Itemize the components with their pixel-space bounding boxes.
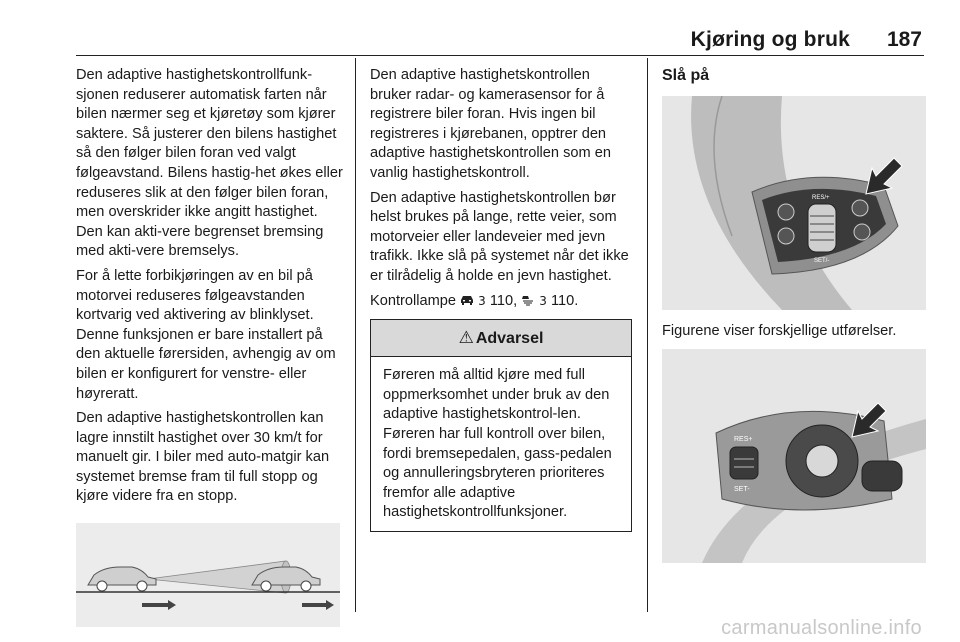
distance-lamp-icon bbox=[521, 294, 535, 306]
warning-box bbox=[370, 319, 632, 532]
page-number: 187 bbox=[886, 28, 922, 51]
steering-wheel-illustration-2 bbox=[662, 349, 926, 563]
column-divider bbox=[355, 58, 356, 612]
page-header bbox=[0, 28, 960, 58]
column-divider bbox=[647, 58, 648, 612]
section-heading: Slå på bbox=[662, 67, 710, 84]
column-1 bbox=[76, 66, 344, 627]
res-label: RES/+ bbox=[812, 194, 830, 201]
column-2 bbox=[370, 66, 632, 532]
paragraph: Den adaptive hastighetskontrollen kan lagre innstilt hastighet over 30 km/t for manuelt gir. I biler med auto-matgir kan systemet bremse fram til full stopp og kjøre videre fra en stopp. bbox=[76, 410, 330, 505]
column-3 bbox=[662, 66, 926, 563]
set-label: SET- bbox=[734, 486, 750, 494]
set-label: SET/- bbox=[814, 257, 830, 264]
warning-header bbox=[371, 320, 631, 357]
control-lamp-reference: Kontrollampe 3 110, 3 110. bbox=[370, 292, 579, 309]
warning-title: Advarsel bbox=[475, 330, 544, 348]
page-ref-arrow: 3 bbox=[539, 293, 547, 308]
warning-text: Føreren må alltid kjøre med full oppmerksomhet under bruk av den adaptive hastighetskontrol-len. Føreren har full kontroll over bilen, fordi bremsepedalen, gass-pedalen og annulleringsbryteren prioriteres fremfor alle adaptive hastighetskontrollfunksjoner. bbox=[383, 367, 612, 521]
chapter-title: Kjøring og bruk bbox=[690, 28, 850, 51]
page-ref-arrow: 3 bbox=[478, 293, 486, 308]
res-label: RES+ bbox=[734, 436, 753, 444]
paragraph: For å lette forbikjøringen av en bil på motorvei reduseres følgeavstanden kortvarig ved aktivering av blinklyset. Denne funksjonen er bare installert på den aktuelle førersiden, avhengig av om bilen er konfigurert for venstre- eller høyreratt. bbox=[76, 267, 336, 402]
paragraph: Den adaptive hastighetskontrollfunk-sjonen reduserer automatisk farten når bilen nærmer seg et kjøretøy som kjører saktere. Så justerer den bilens hastighet så den følger bilen foran ved valgt følgeavstand. Bilens hastig-het økes eller reduseres slik at den følger bilen foran, men overskrider ikke angitt hastighet. Den kan akti-vere begrenset bremsing med akti-vere bremselys. bbox=[76, 67, 343, 260]
warning-triangle-icon: ⚠ bbox=[458, 328, 474, 348]
watermark: carmanualsonline.info bbox=[721, 617, 922, 639]
car-lamp-icon bbox=[460, 294, 474, 306]
paragraph: Den adaptive hastighetskontrollen bruker radar- og kamerasensor for å registrere biler foran. Hvis ingen bil registreres i kjørebanen, opptrer den adaptive hastighetskontrollen som en vanlig hastighetskontroll. bbox=[370, 67, 611, 181]
figure-caption: Figurene viser forskjellige utførelser. bbox=[662, 322, 897, 339]
steering-wheel-illustration-1 bbox=[662, 96, 926, 310]
paragraph: Den adaptive hastighetskontrollen bør helst brukes på lange, rette veier, som motorveier eller landeveier med jevn trafikk. Ikke slå på systemet når det ikke er tilrådelig å holde en jevn hastighet. bbox=[370, 189, 629, 284]
header-rule bbox=[76, 55, 924, 56]
distance-illustration bbox=[76, 523, 340, 627]
